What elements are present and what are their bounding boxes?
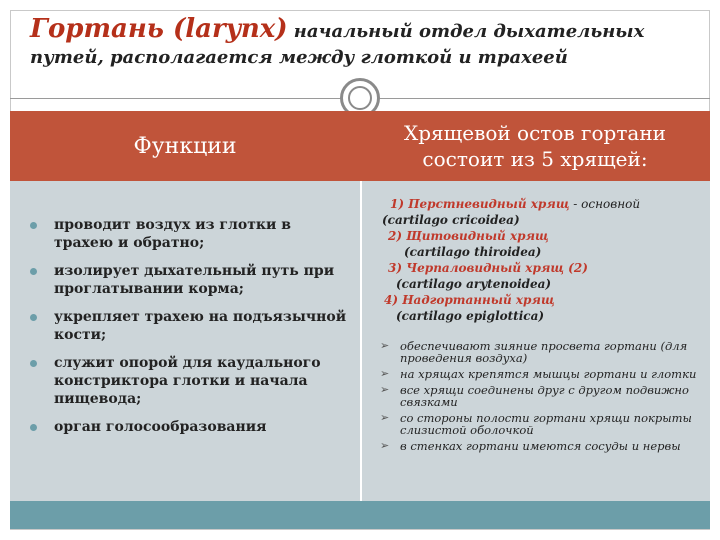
column-divider xyxy=(360,181,362,501)
note-item xyxy=(380,340,700,364)
footer-bar xyxy=(10,501,710,529)
function-item xyxy=(24,262,350,298)
bullet-icon xyxy=(30,424,37,431)
function-item xyxy=(24,216,350,252)
arrow-bullet-icon: ➢ xyxy=(380,411,390,424)
cartilage-name: 3) Черпаловидный хрящ (2) xyxy=(388,261,588,275)
cartilage-extra: - основной xyxy=(569,197,641,211)
cartilage-header xyxy=(360,111,710,181)
cartilage-latin: (cartilago epiglottica) xyxy=(396,309,545,323)
cartilage-latin: (cartilago thiroidea) xyxy=(404,245,542,259)
function-text: изолирует дыхательный путь при проглатывании корма; xyxy=(54,263,335,297)
cartilage-latin: (cartilago cricoidea) xyxy=(382,213,520,227)
function-text: укрепляет трахею на подъязычной кости; xyxy=(54,309,347,343)
note-item xyxy=(380,384,700,408)
function-item xyxy=(24,418,350,436)
note-text: в стенках гортани имеются сосуды и нервы xyxy=(400,439,681,453)
cartilage-name: 1) Перстневидный хрящ xyxy=(390,197,570,211)
arrow-bullet-icon: ➢ xyxy=(380,367,390,380)
function-item xyxy=(24,308,350,344)
bullet-icon xyxy=(30,360,37,367)
bullet-icon xyxy=(30,268,37,275)
function-text: проводит воздух из глотки в трахею и обратно; xyxy=(54,217,291,251)
cartilage-name: 2) Щитовидный хрящ xyxy=(388,229,549,243)
cartilage-item xyxy=(372,196,702,212)
cartilage-header-line2: состоит из 5 хрящей: xyxy=(422,147,648,171)
function-text: орган голосообразования xyxy=(54,419,267,435)
functions-list xyxy=(24,216,350,446)
note-item xyxy=(380,440,700,452)
functions-header: Функции xyxy=(133,133,237,159)
function-item xyxy=(24,354,350,408)
title-line2: путей, располагается между глоткой и трахеей xyxy=(30,47,568,68)
bullet-icon xyxy=(30,222,37,229)
bullet-icon xyxy=(30,314,37,321)
arrow-bullet-icon: ➢ xyxy=(380,439,390,452)
note-text: все хрящи соединены друг с другом подвижно связками xyxy=(400,383,689,409)
cartilage-list xyxy=(372,196,702,324)
note-text: со стороны полости гортани хрящи покрыты слизистой оболочкой xyxy=(400,411,692,437)
cartilage-name: 4) Надгортанный хрящ xyxy=(384,293,555,307)
cartilage-latin: (cartilago arytenoidea) xyxy=(396,277,552,291)
title-line1-rest: начальный отдел дыхательных xyxy=(287,21,645,42)
note-item xyxy=(380,368,700,380)
arrow-bullet-icon: ➢ xyxy=(380,339,390,352)
arrow-bullet-icon: ➢ xyxy=(380,383,390,396)
slide-title xyxy=(30,16,700,71)
note-text: обеспечивают зияние просвета гортани (для проведения воздуха) xyxy=(400,339,688,365)
title-accent: Гортань (larynx) xyxy=(30,14,288,44)
notes-list xyxy=(380,340,700,456)
function-text: служит опорой для каудального констриктора глотки и начала пищевода; xyxy=(54,355,321,407)
cartilage-header-line1: Хрящевой остов гортани xyxy=(403,121,666,145)
note-item xyxy=(380,412,700,436)
note-text: на хрящах крепятся мышцы гортани и глотки xyxy=(400,367,697,381)
